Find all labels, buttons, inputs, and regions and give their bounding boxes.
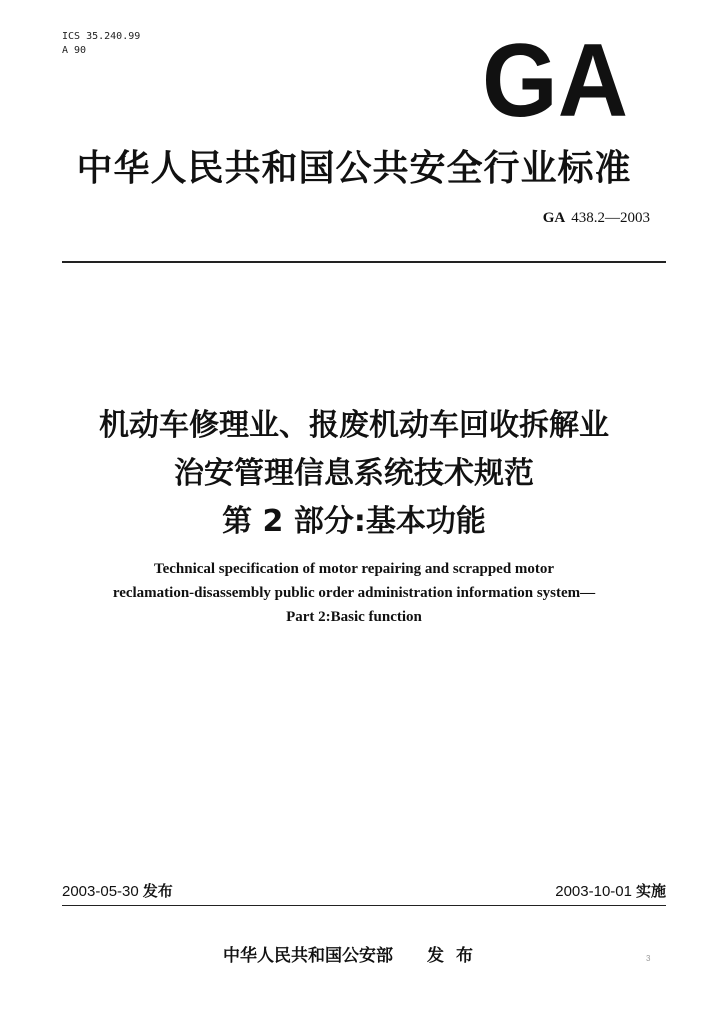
title-en-line-2: reclamation-disassembly public order administration information system—	[112, 585, 596, 601]
issuer-name: 中华人民共和国公安部	[223, 946, 393, 966]
ics-code: ICS 35.240.99	[62, 31, 141, 42]
classification-codes	[62, 30, 140, 58]
issue-date-value: 2003-05-30	[62, 883, 139, 900]
standard-number	[543, 210, 650, 227]
standard-category-title: 中华人民共和国公共安全行业标准	[76, 148, 632, 189]
ccs-code: A 90	[62, 45, 87, 56]
issuing-authority	[0, 941, 708, 966]
footer-divider	[62, 905, 666, 906]
title-cn-line-3: 第 2 部分:基本功能	[222, 504, 486, 539]
implementation-date-word: 实施	[635, 883, 666, 900]
title-en-line-3: Part 2:Basic function	[286, 609, 422, 625]
title-cn-line-2: 治安管理信息系统技术规范	[174, 456, 534, 491]
page-mark: 3	[646, 954, 651, 963]
title-cn-line-1: 机动车修理业、报废机动车回收拆解业	[99, 408, 609, 443]
standard-number-value: 438.2—2003	[571, 210, 650, 226]
implementation-date-value: 2003-10-01	[555, 883, 632, 900]
issuer-word: 发布	[427, 946, 485, 966]
title-en-line-1: Technical specification of motor repairing and scrapped motor	[153, 561, 555, 577]
ga-logo-text: GA	[482, 40, 628, 118]
header-divider	[62, 261, 666, 263]
standard-number-prefix: GA	[542, 210, 566, 226]
implementation-date	[555, 880, 666, 901]
issue-date-word: 发布	[142, 883, 173, 900]
ga-logo	[480, 40, 630, 118]
issue-date	[62, 880, 173, 901]
